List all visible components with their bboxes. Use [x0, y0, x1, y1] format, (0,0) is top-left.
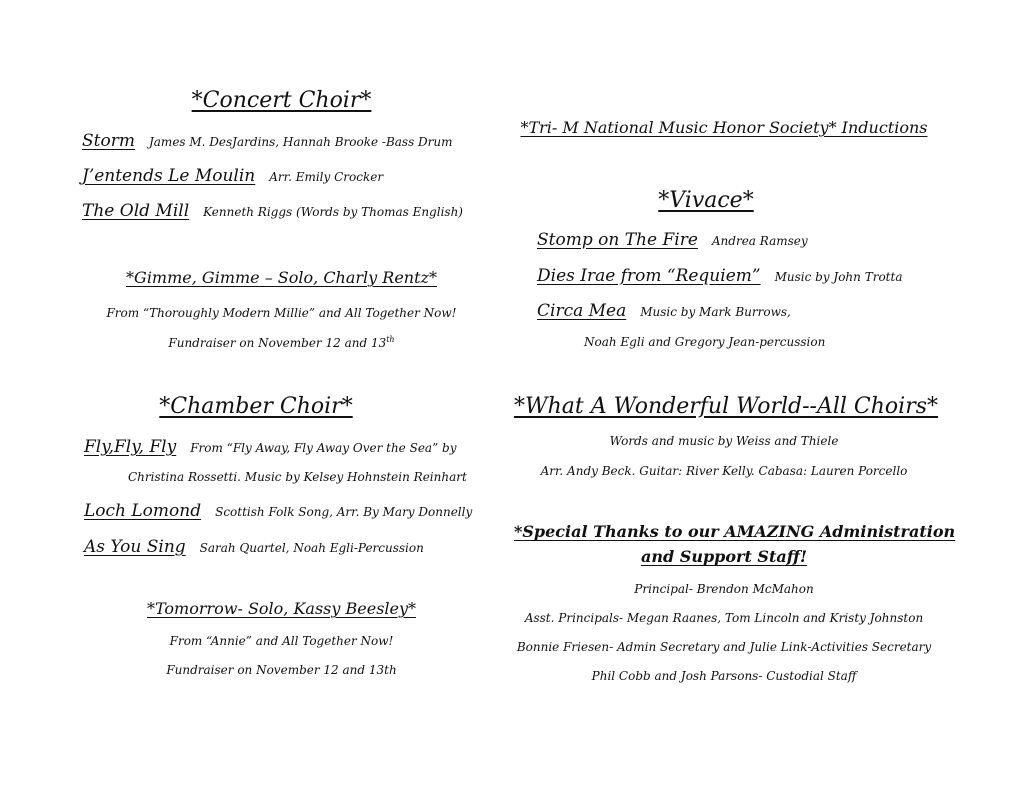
staff-line: Principal- Brendon McMahon: [634, 582, 814, 596]
concert-choir-heading: *Concert Choir*: [191, 88, 372, 113]
piece-title: J’entends Le Moulin: [82, 166, 256, 186]
piece-credit: Sarah Quartel, Noah Egli-Percussion: [199, 541, 424, 555]
wonderful-world-heading: *What A Wonderful World--All Choirs*: [514, 394, 939, 419]
piece-credit: Music by John Trotta: [774, 270, 903, 284]
tomorrow-solo-heading: *Tomorrow- Solo, Kassy Beesley*: [146, 599, 417, 618]
program-item: [537, 230, 808, 250]
piece-title: Loch Lomond: [84, 501, 202, 521]
program-item: [537, 301, 791, 321]
program-item: [84, 537, 424, 557]
program-item: [82, 166, 383, 186]
tomorrow-solo-info: From “Annie” and All Together Now!: [169, 634, 394, 648]
piece-credit-continued: Noah Egli and Gregory Jean-percussion: [584, 335, 826, 349]
program-item: [84, 437, 457, 457]
program-item: [82, 201, 463, 221]
piece-credit: Arr. Emily Crocker: [269, 170, 384, 184]
piece-credit: Kenneth Riggs (Words by Thomas English): [203, 205, 463, 219]
piece-title: Storm: [82, 131, 135, 151]
piece-title: As You Sing: [84, 537, 186, 557]
vivace-heading: *Vivace*: [658, 188, 754, 213]
fundraiser-text: Fundraiser on November 12 and 13: [168, 336, 387, 350]
chamber-choir-heading: *Chamber Choir*: [159, 394, 353, 419]
program-item: [84, 501, 472, 521]
piece-credit-continued: Christina Rossetti. Music by Kelsey Hohnstein Reinhart: [128, 470, 467, 484]
piece-title: Dies Irae from “Requiem”: [537, 266, 761, 286]
piece-credit: Scottish Folk Song, Arr. By Mary Donnelly: [215, 505, 473, 519]
staff-line: Asst. Principals- Megan Raanes, Tom Lincoln and Kristy Johnston: [524, 611, 924, 625]
program-item: [537, 266, 902, 286]
tomorrow-solo-fundraiser: Fundraiser on November 12 and 13th: [166, 663, 397, 677]
tri-m-heading: *Tri- M National Music Honor Society* Inductions: [520, 118, 928, 137]
piece-title: Stomp on The Fire: [537, 230, 698, 250]
wonderful-world-credit: Words and music by Weiss and Thiele: [609, 434, 839, 448]
piece-title: Fly,Fly, Fly: [84, 437, 177, 457]
gimme-solo-fundraiser: [0, 335, 563, 350]
wonderful-world-arranger: Arr. Andy Beck. Guitar: River Kelly. Cabasa: Lauren Porcello: [540, 464, 908, 478]
piece-credit: Music by Mark Burrows,: [640, 305, 791, 319]
piece-credit: James M. DesJardins, Hannah Brooke -Bass Drum: [148, 135, 453, 149]
piece-credit: From “Fly Away, Fly Away Over the Sea” by: [190, 441, 457, 455]
gimme-solo-heading: *Gimme, Gimme – Solo, Charly Rentz*: [126, 268, 437, 287]
staff-line: Bonnie Friesen- Admin Secretary and Julie Link-Activities Secretary: [516, 640, 932, 654]
piece-title: The Old Mill: [82, 201, 190, 221]
ordinal-suffix: th: [386, 335, 395, 344]
program-item: [82, 131, 453, 151]
thanks-heading-line1: *Special Thanks to our AMAZING Administration: [514, 522, 956, 541]
piece-title: Circa Mea: [537, 301, 627, 321]
gimme-solo-info: From “Thoroughly Modern Millie” and All Together Now!: [106, 306, 457, 320]
staff-line: Phil Cobb and Josh Parsons- Custodial Staff: [591, 669, 857, 683]
piece-credit: Andrea Ramsey: [711, 234, 808, 248]
thanks-heading-line2: and Support Staff!: [641, 547, 807, 566]
